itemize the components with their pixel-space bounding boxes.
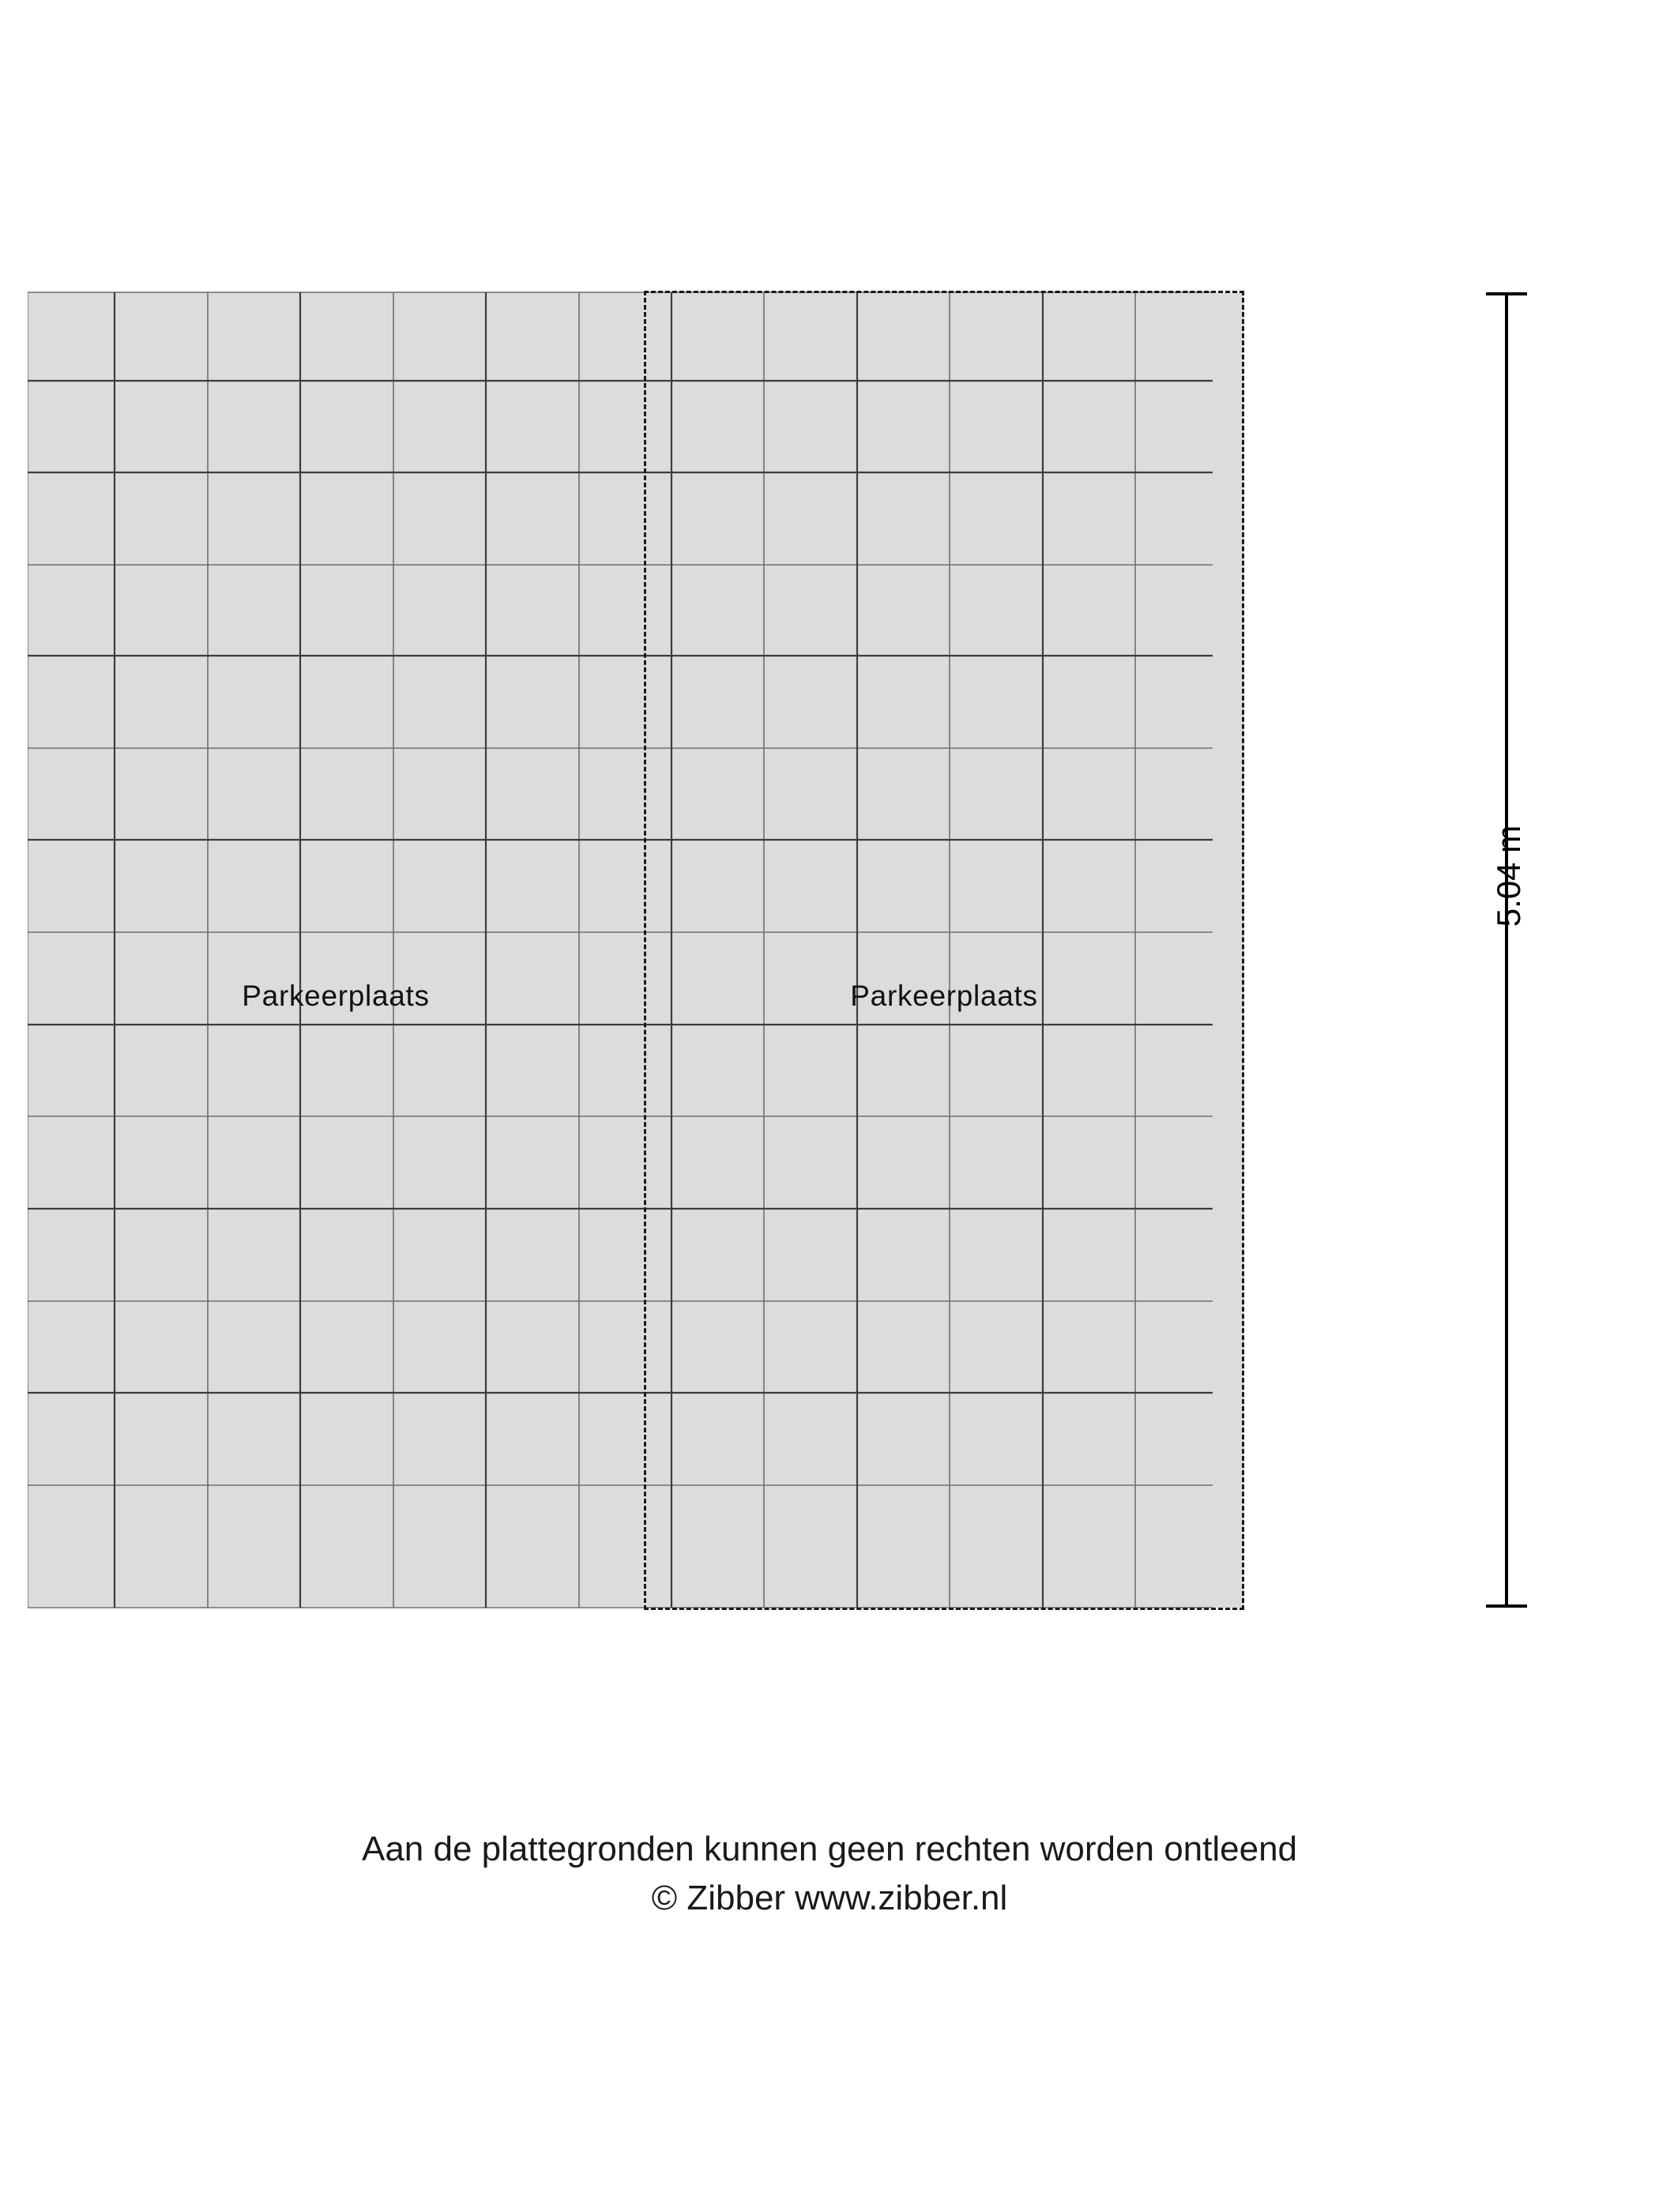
dimension-cap-bottom (1486, 1604, 1527, 1608)
room-label-parking-left: Parkeerplaats (242, 980, 430, 1012)
footer-disclaimer: Aan de plattegronden kunnen geen rechten worden ontleend (361, 1830, 1298, 1868)
parking-right-boundary (644, 291, 1244, 1610)
dimension-cap-top (1486, 292, 1527, 295)
dimension-label-height: 5.04 m (1490, 825, 1527, 927)
parking-area-left (28, 292, 652, 1608)
floorplan-drawing (28, 284, 1213, 1612)
footer-copyright: © Zibber www.zibber.nl (651, 1879, 1008, 1917)
room-label-parking-right: Parkeerplaats (850, 980, 1038, 1012)
footer (0, 1825, 1659, 1923)
